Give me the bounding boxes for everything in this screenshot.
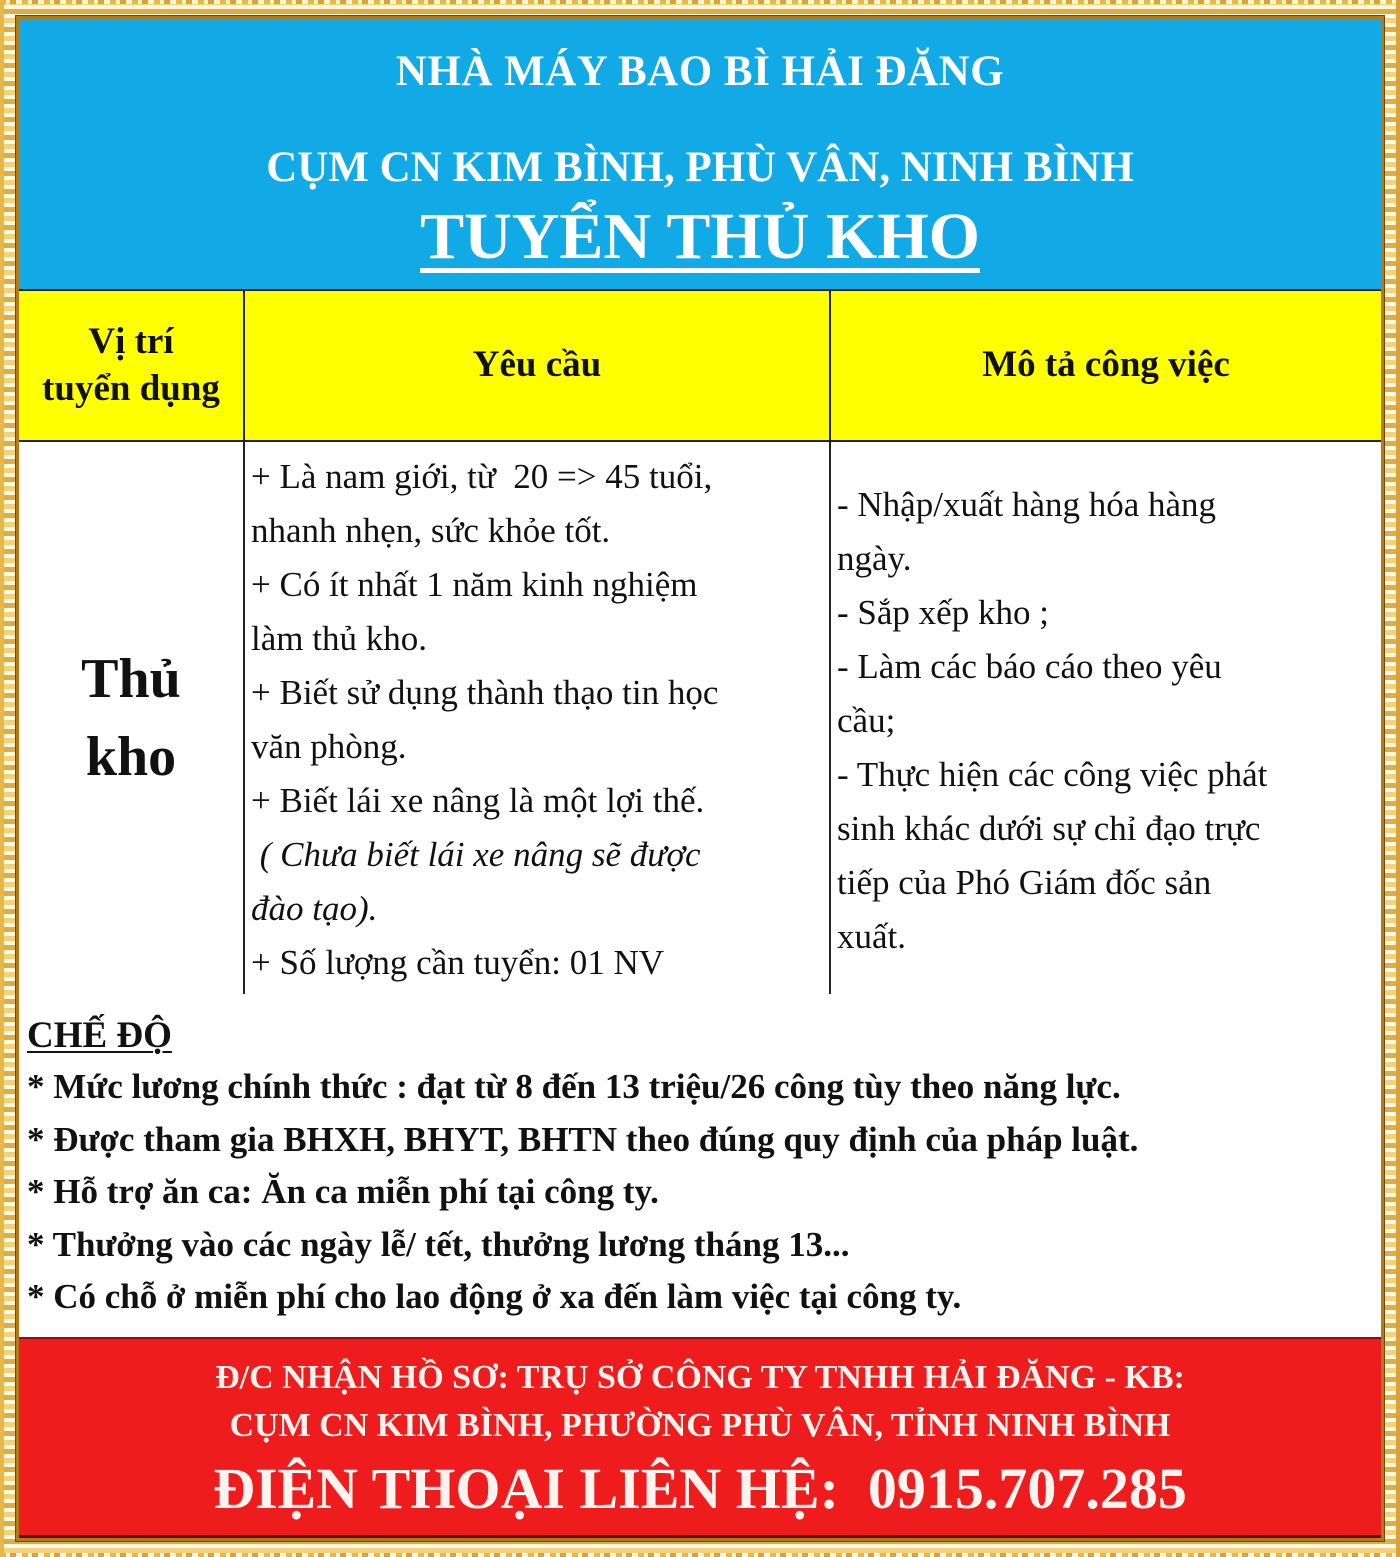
benefit-item: * Được tham gia BHXH, BHYT, BHTN theo đúng quy định của pháp luật. xyxy=(27,1119,1139,1159)
job-table xyxy=(19,289,1381,994)
column-header-position xyxy=(19,291,243,440)
benefit-item: * Thưởng vào các ngày lễ/ tết, thưởng lương tháng 13... xyxy=(27,1224,850,1264)
position-line2: kho xyxy=(85,726,177,788)
description-line: tiếp của Phó Giám đốc sản xyxy=(837,863,1212,902)
requirement-line: + Biết lái xe nâng là một lợi thế. xyxy=(251,781,705,820)
recruitment-poster xyxy=(16,16,1384,1541)
requirement-line: + Biết sử dụng thành thạo tin học xyxy=(251,673,719,712)
address-line-1: Đ/C NHẬN HỒ SƠ: TRỤ SỞ CÔNG TY TNHH HẢI ĐĂNG - KB: xyxy=(215,1359,1185,1396)
column-header-requirements: Yêu cầu xyxy=(243,291,829,440)
table-row xyxy=(19,442,1381,994)
benefit-item: * Hỗ trợ ăn ca: Ăn ca miễn phí tại công ty. xyxy=(27,1172,659,1211)
description-line: ngày. xyxy=(837,539,912,578)
position-cell xyxy=(19,442,243,994)
benefits-section xyxy=(27,1011,1367,1324)
description-line: cầu; xyxy=(837,701,896,740)
poster-header xyxy=(19,19,1381,289)
description-line: - Làm các báo cáo theo yêu xyxy=(837,647,1222,686)
column-header-position-line2: tuyển dụng xyxy=(42,367,220,409)
table-header-row xyxy=(19,291,1381,442)
benefit-item: * Có chỗ ở miễn phí cho lao động ở xa đến làm việc tại công ty. xyxy=(27,1277,962,1316)
description-line: xuất. xyxy=(837,917,907,956)
requirements-cell xyxy=(243,442,829,994)
description-line: - Nhập/xuất hàng hóa hàng xyxy=(837,485,1217,524)
headline xyxy=(19,199,1381,275)
column-header-position-line1: Vị trí xyxy=(88,320,174,362)
description-line: - Thực hiện các công việc phát xyxy=(837,755,1268,794)
requirement-line: văn phòng. xyxy=(251,727,407,766)
company-location: CỤM CN KIM BÌNH, PHÙ VÂN, NINH BÌNH xyxy=(266,144,1134,191)
contact-footer xyxy=(19,1337,1381,1538)
company-name: NHÀ MÁY BAO BÌ HẢI ĐĂNG xyxy=(395,48,1005,95)
column-header-description: Mô tả công việc xyxy=(829,291,1381,440)
requirement-note: ( Chưa biết lái xe nâng sẽ được xyxy=(251,835,701,874)
position-line1: Thủ xyxy=(81,647,181,710)
requirement-note: đào tạo). xyxy=(251,889,378,928)
headline-text: TUYỂN THỦ KHO xyxy=(420,200,980,273)
requirement-line: làm thủ kho. xyxy=(251,619,427,658)
requirement-line: + Số lượng cần tuyển: 01 NV xyxy=(251,943,665,982)
requirement-line: + Là nam giới, từ 20 => 45 tuổi, xyxy=(251,457,713,496)
contact-phone: ĐIỆN THOẠI LIÊN HỆ: 0915.707.285 xyxy=(213,1456,1187,1521)
description-line: sinh khác dưới sự chỉ đạo trực xyxy=(837,809,1261,848)
benefits-title: CHẾ ĐỘ xyxy=(27,1015,172,1056)
description-cell xyxy=(829,442,1381,994)
requirement-line: + Có ít nhất 1 năm kinh nghiệm xyxy=(251,565,698,604)
description-line: - Sắp xếp kho ; xyxy=(837,593,1049,632)
requirement-line: nhanh nhẹn, sức khỏe tốt. xyxy=(251,511,611,550)
address-line-2: CỤM CN KIM BÌNH, PHƯỜNG PHÙ VÂN, TỈNH NINH BÌNH xyxy=(229,1407,1171,1444)
benefit-item: * Mức lương chính thức : đạt từ 8 đến 13 triệu/26 công tùy theo năng lực. xyxy=(27,1067,1121,1106)
